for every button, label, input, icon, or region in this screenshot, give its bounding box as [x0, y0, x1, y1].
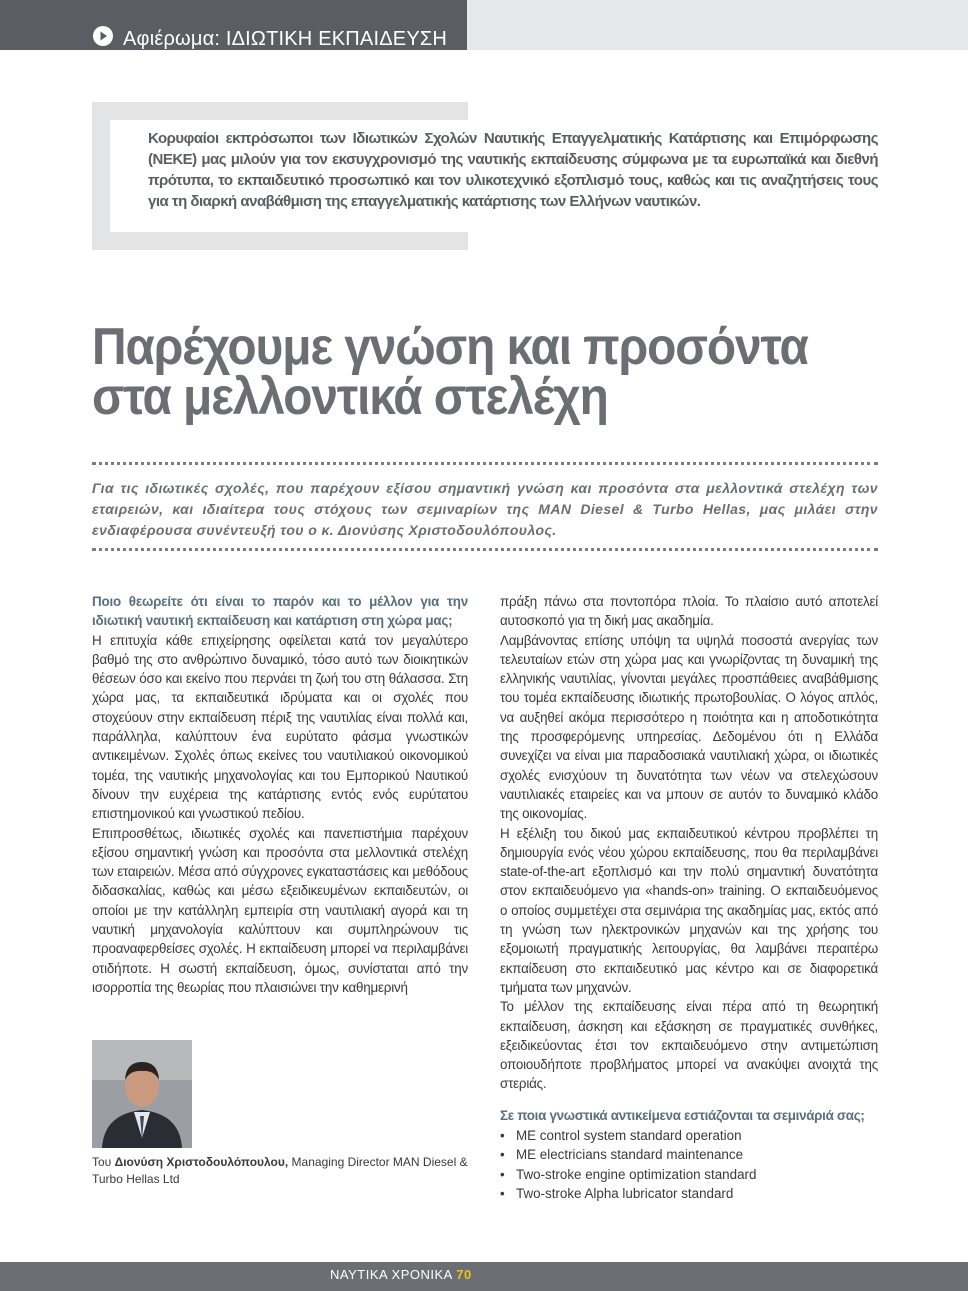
header-bar-light	[467, 0, 968, 50]
section-label: Αφιέρωμα: ΙΔΙΩΤΙΚΗ ΕΚΠΑΙΔΕΥΣΗ	[123, 28, 448, 50]
article-title-line1: Παρέχουμε γνώση και προσόντα	[92, 318, 808, 376]
list-item: • ME control system standard operation	[500, 1126, 878, 1145]
list-item: • Two-stroke Alpha lubricator standard	[500, 1184, 878, 1203]
footer-magazine-name: ΝΑΥΤΙΚΑ ΧΡΟΝΙΚΑ	[330, 1267, 453, 1282]
right-paragraph-3: Η εξέλιξη του δικού μας εκπαιδευτικού κέντρου προβλέπει τη δημιουργία ενός νέου χώρου εκπαίδευσης, που θα περιλαμβάνει state-of-the-art εξοπλισμό και την πολύ σημαντική δυνατότητα στον εκπαιδευόμενο για «hands-on» training. Ο εκπαιδευόμενος ο οποίος συμμετέχει στα σεμινάρια της ακαδημίας μας, εκτός από τη γνώση των ηλεκτρονικών μηχανών και της χρήσης του εξομοιωτή πραγματικής λειτουργίας, θα λαμβάνει περαιτέρω εκπαίδευση στο εκπαιδευτικό μας κέντρο και σε διαφορετικά τμήματα των μηχανών.	[500, 825, 878, 995]
right-paragraph-4: Το μέλλον της εκπαίδευσης είναι πέρα από τη θεωρητική εκπαίδευση, άσκηση και εξάσκηση σε πραγματικές συνθήκες, εξειδικεύοντας έτσι τον εκπαιδευόμενο στην αντιμετώπιση οποιουδήποτε προβλήματος μπορεί να ανακύψει ανοιχτά της στεριάς.	[500, 999, 878, 1092]
portrait-photo	[92, 1040, 192, 1148]
article-lead: Για τις ιδιωτικές σχολές, που παρέχουν εξίσου σημαντική γνώση και προσόντα στα μελλοντικά στελέχη των εταιρειών, και ιδιαίτερα τους στόχους των σεμιναρίων της MAN Diesel & Turbo Hellas, μας μιλάει στην ενδιαφέρουσα συνέντευξή του ο κ. Διονύσης Χριστοδουλόπουλος.	[92, 480, 878, 538]
list-item: • Two-stroke engine optimization standard	[500, 1165, 878, 1184]
dotted-divider-bottom	[92, 548, 878, 551]
left-paragraph-1: Η επιτυχία κάθε επιχείρησης οφείλεται κατά τον μεγαλύτερο βαθμό της στο ανθρώπινο δυναμικό, τόσο αυτό των διοικητικών θέσεων όσο και εκείνο που περνάει τη ζωή του στη θάλασσα. Στη χώρα μας, τα εκπαιδευτικά ιδρύματα και οι σχολές που στοχεύουν στην εκπαίδευση πέριξ της ναυτιλίας είναι πολλά και, παράλληλα, καλύπτουν ένα ευρύτατο φάσμα γνωστικών αντικειμένων. Σχολές όπως εκείνες του ναυτιλιακού οικονομικού τομέα, της ναυτικής μηχανολογίας και του Εμπορικού Ναυτικού δίνουν την ευχέρεια της κατάρτισης εντός ενός ευρύτατου επιστημονικού και γνωστικού πεδίου.	[92, 632, 468, 822]
footer	[330, 1266, 472, 1284]
right-paragraph-1: πράξη πάνω στα ποντοπόρα πλοία. Το πλαίσιο αυτό αποτελεί αυτοσκοπό για τη δική μας ακαδημία.	[500, 594, 878, 629]
article-title-line2: στα μελλοντικά στελέχη	[92, 368, 608, 426]
dotted-divider-top	[92, 462, 878, 465]
left-paragraph-2: Επιπροσθέτως, ιδιωτικές σχολές και πανεπιστήμια παρέχουν εξίσου σημαντική γνώση και προσόντα στα μελλοντικά στελέχη των εταιρειών. Μέσα από σύγχρονες εγκαταστάσεις και μεθόδους διδασκαλίας, καθώς και μέσω εξειδικευμένων εκπαιδευτών, οι οποίοι με την κατάλληλη εμπειρία στη ναυτιλιακή αγορά και τη ναυτική μηχανολογία καλύπτουν και συμπληρώνουν τις προαναφερθείσες σχολές. Η εκπαίδευση μπορεί να περιλαμβάνει οτιδήποτε. Η σωστή εκπαίδευση, όμως, συνίσταται από την ισορροπία της θεωρίας που πλαισιώνει την καθημερινή	[92, 825, 468, 995]
caption-name: Διονύση Χριστοδουλόπουλου,	[114, 1155, 289, 1169]
intro-text: Κορυφαίοι εκπρόσωποι των Ιδιωτικών Σχολών Ναυτικής Επαγγελματικής Κατάρτισης και Επιμόρφωσης (ΝΕΚΕ) μας μιλούν για τον εκσυγχρονισμό της ναυτικής εκπαίδευσης σύμφωνα με τα ευρωπαϊκά και διεθνή πρότυπα, το εκπαιδευτικό προσωπικό και τον υλικοτεχνικό εξοπλισμό τους, καθώς και τις αναζητήσεις τους για τη διαρκή αναβάθμιση της επαγγελματικής κατάρτισης των Ελλήνων ναυτικών.	[148, 130, 878, 210]
right-paragraph-2: Λαμβάνοντας επίσης υπόψη τα υψηλά ποσοστά ανεργίας των τελευταίων ετών στη χώρα μας και γνωρίζοντας τη δυναμική της ελληνικής ναυτιλίας, γίνονται μεγάλες προσπάθειες αναβάθμισης του τομέα εκπαίδευσης ιδιωτικής πρωτοβουλίας. Ο λόγος απλός, να αυξηθεί ακόμα περισσότερο η ποιότητα και η αποδοτικότητα της προσφερόμενης υπηρεσίας. Δεδομένου ότι η Ελλάδα συνεχίζει να είναι μια παραδοσιακά ναυτιλιακή χώρα, οι ιδιωτικές σχολές ενισχύουν τη δυνατότητα των νέων να στελεχώσουν ναυτιλιακές εταιρείες και να μπουν σε αυτόν το δυναμικό κλάδο της οικονομίας.	[500, 632, 878, 822]
right-column	[500, 592, 878, 1094]
article-title	[92, 318, 846, 426]
question-2: Σε ποια γνωστικά αντικείμενα εστιάζονται τα σεμινάριά σας;	[500, 1108, 865, 1123]
seminar-list	[500, 1126, 878, 1203]
question-1: Ποιο θεωρείτε ότι είναι το παρόν και το μέλλον για την ιδιωτική ναυτική εκπαίδευση και κατάρτιση στη χώρα μας;	[92, 594, 468, 629]
caption-prefix: Του	[92, 1155, 112, 1169]
footer-bar	[0, 1262, 968, 1291]
play-circle-icon	[92, 25, 114, 47]
page-number: 70	[456, 1267, 472, 1282]
list-item: • ME electricians standard maintenance	[500, 1145, 878, 1164]
left-column	[92, 592, 468, 997]
caption-role: Managing Director MAN Diesel & Turbo Hellas Ltd	[92, 1155, 468, 1186]
photo-caption	[92, 1154, 468, 1188]
portrait-image	[92, 1040, 192, 1148]
